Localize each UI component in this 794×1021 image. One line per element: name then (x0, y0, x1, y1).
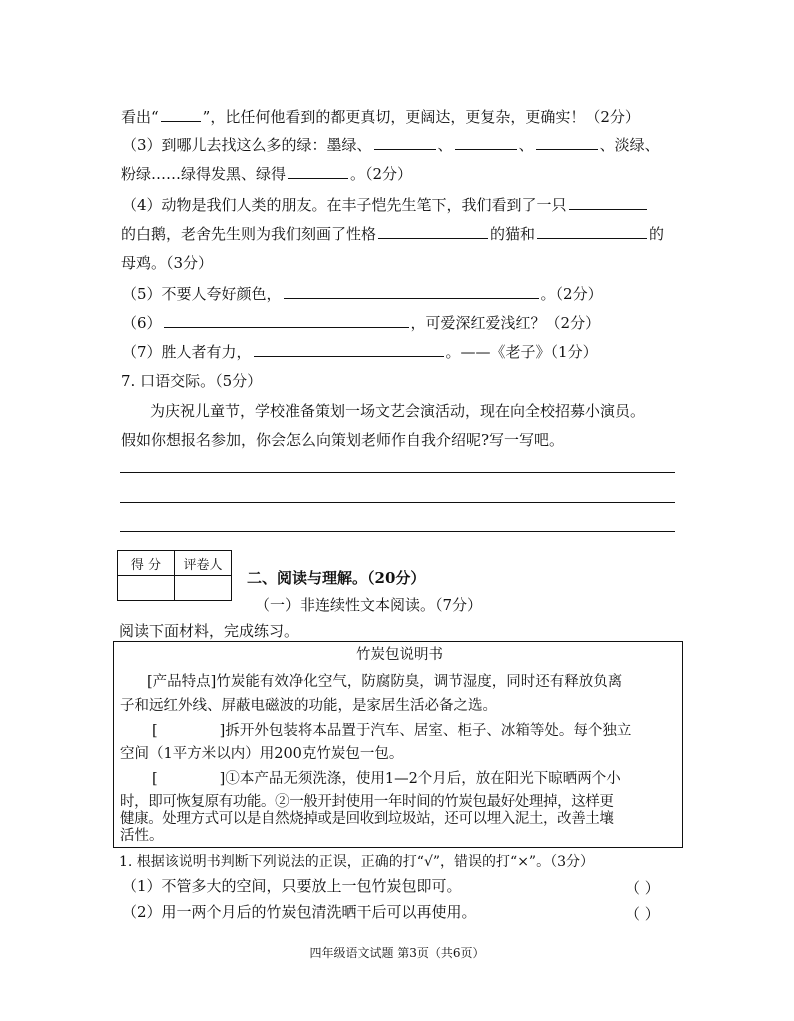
q6-item-3: （3）到哪儿去找这么多的绿：墨绿、 、 、 、淡绿、 (122, 136, 660, 154)
q6-item-3-cont: 粉绿……绿得发黑、绿得 。（2分） (121, 165, 413, 183)
q6-item-5: （5）不要人夸好颜色， 。（2分） (122, 285, 603, 303)
q1-stem: 1. 根据该说明书判断下列说法的正误，正确的打“√”，错误的打“×”。（3分） (119, 854, 594, 870)
grader-header: 评卷人 (175, 551, 232, 576)
manual-features-line-1: [产品特点]竹炭能有效净化空气，防腐防臭，调节湿度，同时还有释放负离 (147, 674, 623, 690)
manual-care-line-1: [ ]①本产品无须洗涤，使用1—2个月后，放在阳光下晾晒两个小 (152, 771, 621, 787)
manual-title: 竹炭包说明书 (356, 647, 443, 663)
page-footer: 四年级语文试题 第3页（共6页） (309, 946, 485, 960)
q7-paragraph-1: 为庆祝儿童节，学校准备策划一场文艺会演活动，现在向全校招募小演员。 (150, 402, 646, 420)
q1-item-2: （2）用一两个月后的竹炭包清洗晒干后可以再使用。 (122, 903, 477, 921)
answer-blank[interactable] (288, 164, 348, 179)
writing-line[interactable] (120, 472, 675, 473)
answer-blank[interactable] (569, 195, 647, 210)
q6-item-4-cont: 的白鹅，老舍先生则为我们刻画了性格 的猫和 的 (121, 225, 665, 243)
section-subtitle: （一）非连续性文本阅读。（7分） (255, 596, 483, 614)
q6-item-4-end: 母鸡。（3分） (121, 254, 214, 272)
heading-blank[interactable] (160, 721, 218, 735)
answer-paren[interactable]: （ ） (625, 905, 660, 923)
manual-usage-line-1: [ ]拆开外包装将本品置于汽车、居室、柜子、冰箱等处。每个独立 (152, 723, 632, 739)
answer-blank[interactable] (378, 224, 488, 239)
answer-blank[interactable] (161, 107, 201, 122)
manual-usage-line-2: 空间（1平方米以内）用200克竹炭包一包。 (120, 746, 404, 762)
manual-care-line-2: 时，即可恢复原有功能。②一般开封使用一年时间的竹炭包最好处理掉，这样更 (120, 794, 614, 810)
score-cell[interactable] (118, 576, 175, 601)
writing-line[interactable] (120, 531, 675, 532)
score-table (117, 550, 232, 601)
answer-paren[interactable]: （ ） (625, 879, 660, 897)
manual-care-line-3: 健康。处理方式可以是自然烧掉或是回收到垃圾站，还可以埋入泥土，改善土壤 (120, 811, 614, 827)
q7-title: 7. 口语交际。（5分） (121, 372, 263, 390)
q6-line-1: 看出“ ”，比任何他看到的都更真切，更阔达，更复杂，更确实！（2分） (121, 108, 640, 126)
q6-item-7: （7）胜人者有力， 。——《老子》（1分） (122, 343, 598, 361)
answer-blank[interactable] (164, 313, 409, 328)
answer-blank[interactable] (536, 135, 598, 150)
reading-instruction: 阅读下面材料，完成练习。 (119, 622, 300, 640)
manual-care-line-4: 活性。 (120, 828, 164, 844)
answer-blank[interactable] (455, 135, 517, 150)
q7-paragraph-2: 假如你想报名参加，你会怎么向策划老师作自我介绍呢?写一写吧。 (121, 431, 565, 449)
section-title: 二、阅读与理解。（20分） (247, 569, 426, 587)
manual-features-line-2: 子和远红外线、屏蔽电磁波的功能，是家居生活必备之选。 (120, 698, 497, 714)
answer-blank[interactable] (374, 135, 436, 150)
answer-blank[interactable] (537, 224, 647, 239)
score-header: 得 分 (118, 551, 175, 576)
q1-item-1: （1）不管多大的空间，只要放上一包竹炭包即可。 (122, 877, 462, 895)
manual-box (113, 641, 683, 848)
q6-item-4: （4）动物是我们人类的朋友。在丰子恺先生笔下，我们看到了一只 (122, 195, 649, 214)
grader-cell[interactable] (175, 576, 232, 601)
answer-blank[interactable] (254, 342, 444, 357)
answer-blank[interactable] (284, 284, 539, 299)
q6-item-6: （6） ，可爱深红爱浅红？（2分） (122, 314, 601, 332)
writing-line[interactable] (120, 502, 675, 503)
heading-blank[interactable] (160, 769, 218, 783)
